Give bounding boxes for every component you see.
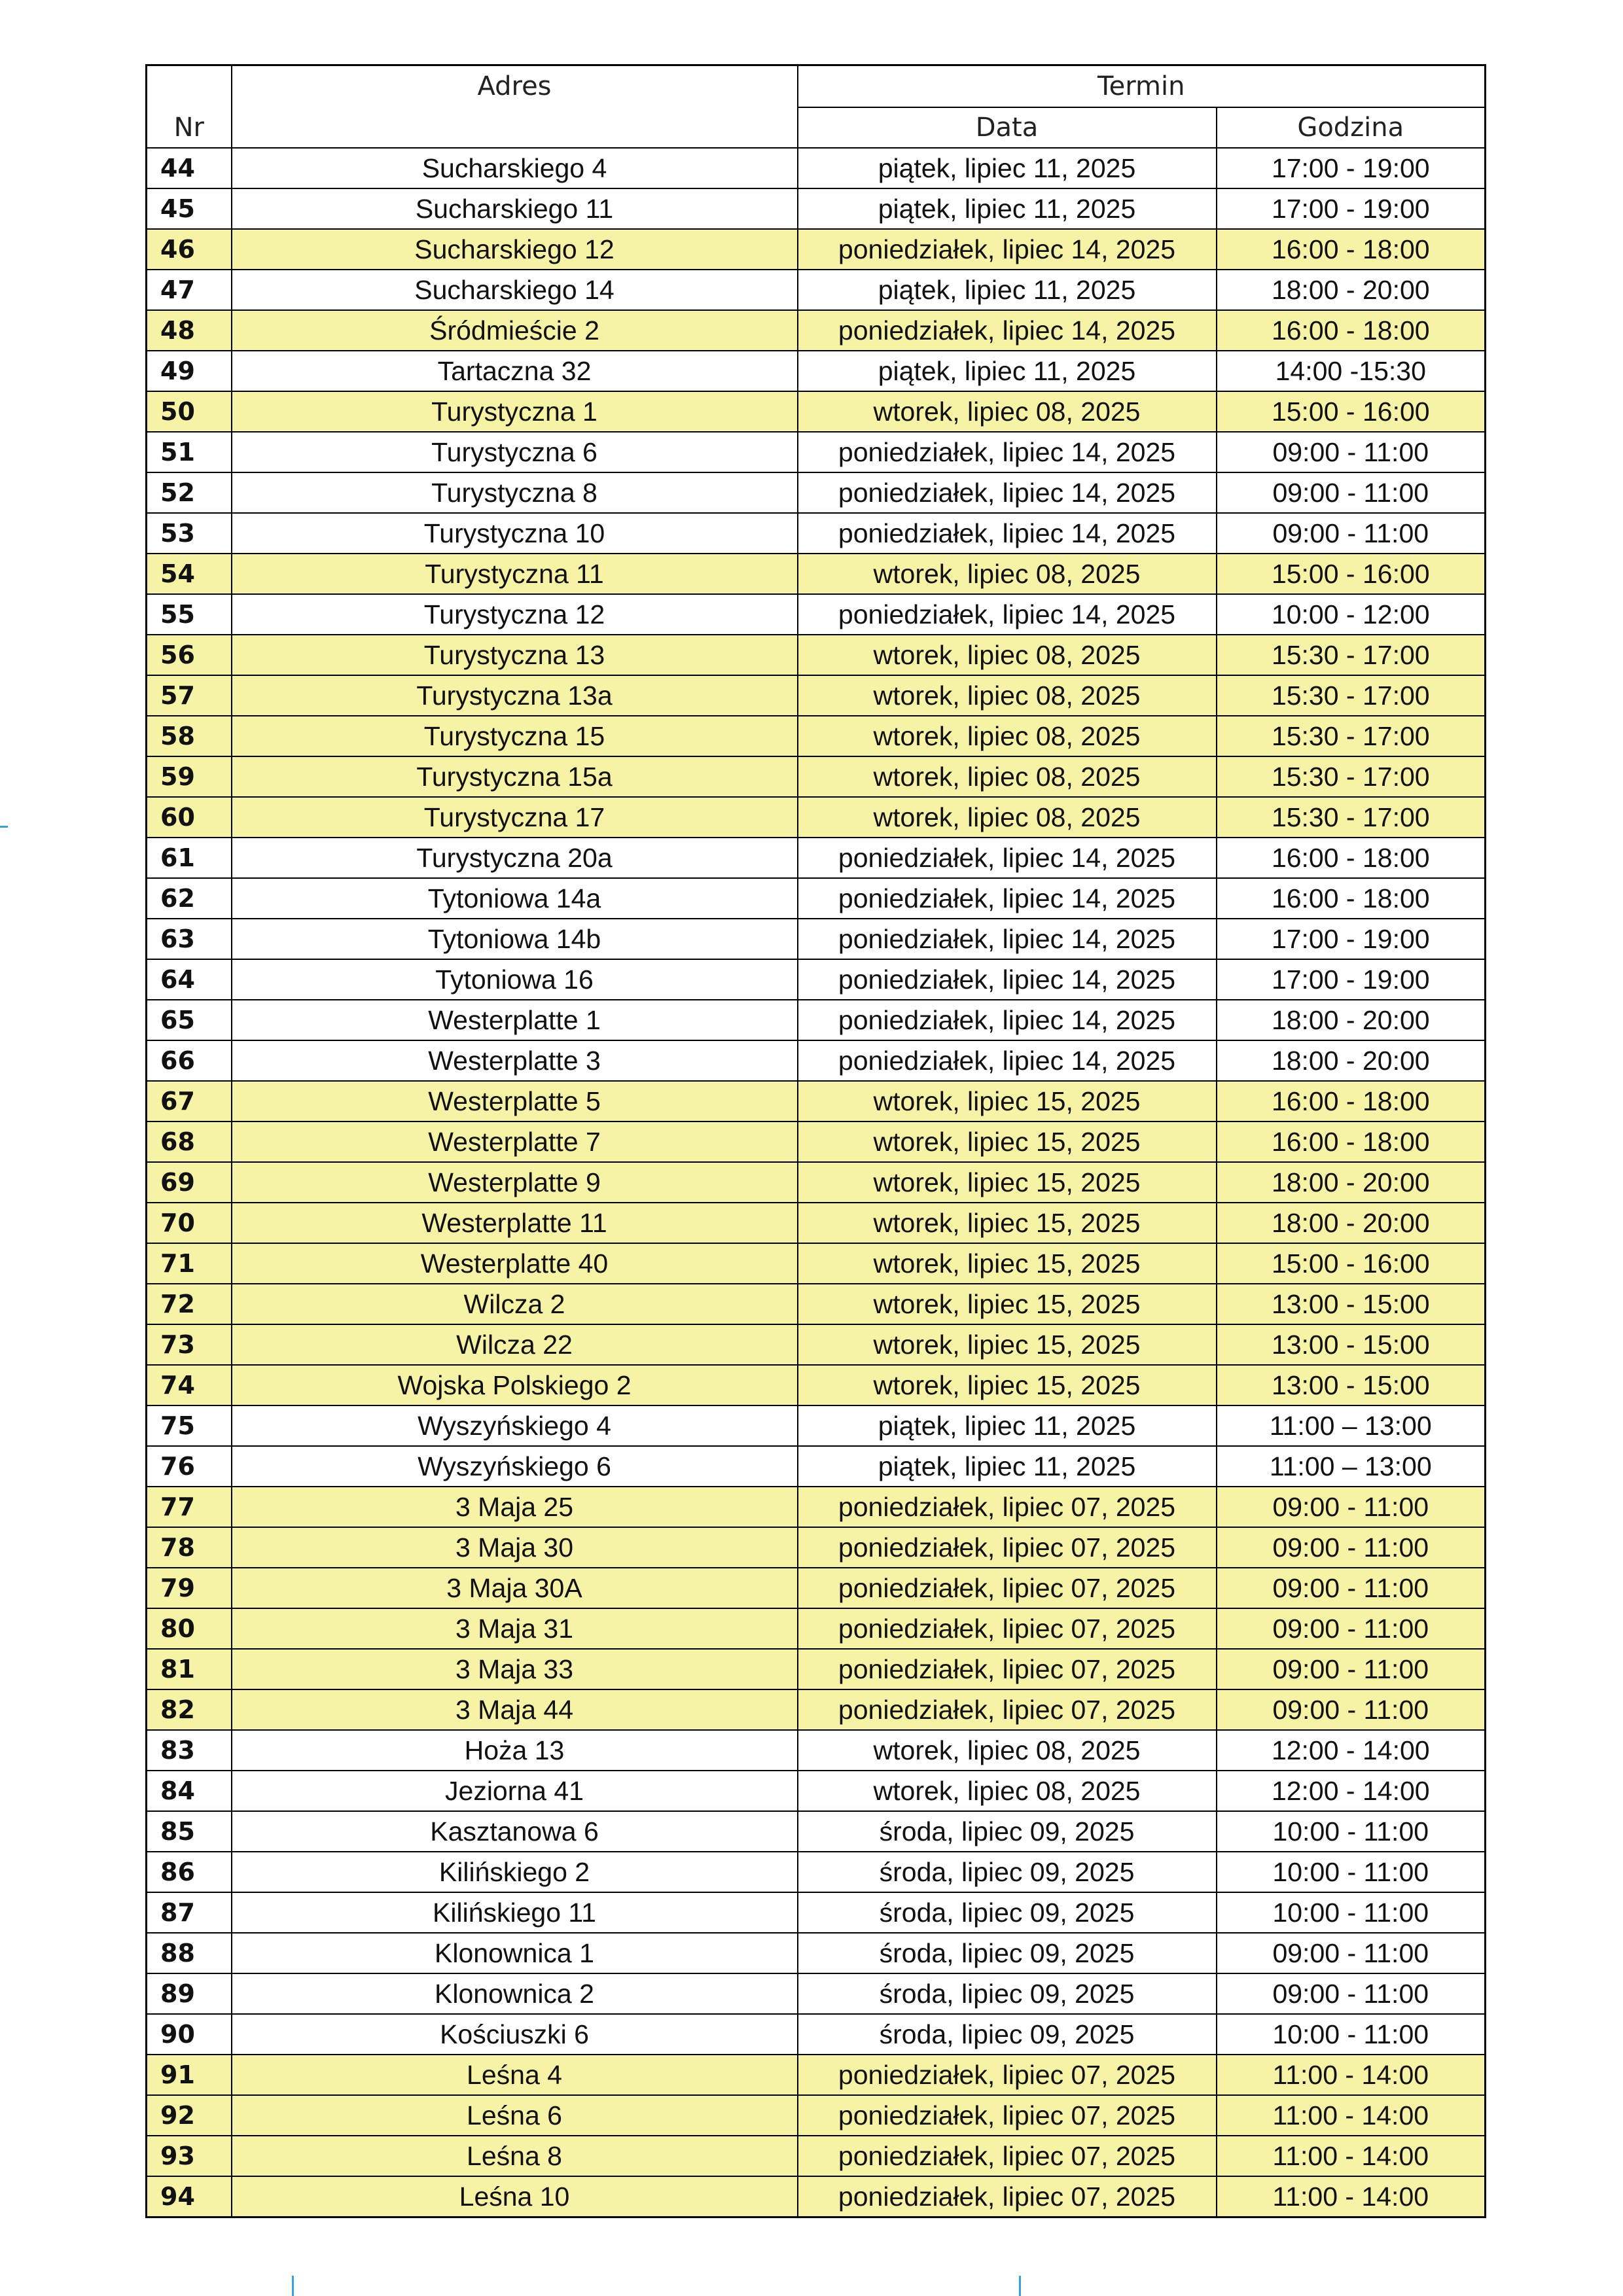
row-time: 12:00 - 14:00	[1217, 1730, 1486, 1771]
table-row	[147, 1973, 1486, 2014]
row-date: wtorek, lipiec 15, 2025	[798, 1324, 1217, 1365]
row-time: 15:00 - 16:00	[1217, 554, 1486, 594]
row-date: poniedziałek, lipiec 14, 2025	[798, 919, 1217, 959]
row-date: wtorek, lipiec 15, 2025	[798, 1162, 1217, 1203]
row-date: wtorek, lipiec 15, 2025	[798, 1284, 1217, 1324]
row-date: poniedziałek, lipiec 14, 2025	[798, 878, 1217, 919]
row-number: 79	[147, 1568, 232, 1608]
table-row	[147, 391, 1486, 432]
row-date: poniedziałek, lipiec 07, 2025	[798, 2055, 1217, 2095]
row-date: wtorek, lipiec 15, 2025	[798, 1243, 1217, 1284]
row-address: Westerplatte 5	[232, 1081, 798, 1122]
row-number: 74	[147, 1365, 232, 1405]
table-row	[147, 919, 1486, 959]
row-time: 16:00 - 18:00	[1217, 878, 1486, 919]
table-row	[147, 1487, 1486, 1527]
row-number: 53	[147, 513, 232, 554]
row-date: środa, lipiec 09, 2025	[798, 1811, 1217, 1852]
schedule-table	[145, 64, 1486, 2218]
table-row	[147, 1568, 1486, 1608]
row-number: 90	[147, 2014, 232, 2055]
row-number: 76	[147, 1446, 232, 1487]
table-row	[147, 270, 1486, 310]
row-date: środa, lipiec 09, 2025	[798, 1973, 1217, 2014]
table-row	[147, 554, 1486, 594]
table-row	[147, 1811, 1486, 1852]
row-address: Westerplatte 1	[232, 1000, 798, 1040]
row-number: 60	[147, 797, 232, 838]
table-row	[147, 1892, 1486, 1933]
row-time: 09:00 - 11:00	[1217, 1608, 1486, 1649]
table-row	[147, 513, 1486, 554]
row-date: poniedziałek, lipiec 07, 2025	[798, 1608, 1217, 1649]
row-time: 15:30 - 17:00	[1217, 797, 1486, 838]
row-date: piątek, lipiec 11, 2025	[798, 188, 1217, 229]
row-time: 17:00 - 19:00	[1217, 188, 1486, 229]
row-number: 63	[147, 919, 232, 959]
row-date: poniedziałek, lipiec 07, 2025	[798, 2176, 1217, 2217]
header-nr: Nr	[147, 65, 232, 149]
row-time: 09:00 - 11:00	[1217, 1689, 1486, 1730]
row-number: 44	[147, 148, 232, 188]
row-number: 65	[147, 1000, 232, 1040]
row-address: Kilińskiego 2	[232, 1852, 798, 1892]
row-date: środa, lipiec 09, 2025	[798, 1933, 1217, 1973]
row-address: Tytoniowa 14a	[232, 878, 798, 919]
row-date: wtorek, lipiec 08, 2025	[798, 391, 1217, 432]
row-date: poniedziałek, lipiec 14, 2025	[798, 1000, 1217, 1040]
scan-mark-bottom-right	[1019, 2276, 1021, 2296]
row-time: 09:00 - 11:00	[1217, 472, 1486, 513]
row-time: 10:00 - 11:00	[1217, 1811, 1486, 1852]
row-time: 13:00 - 15:00	[1217, 1324, 1486, 1365]
row-time: 13:00 - 15:00	[1217, 1284, 1486, 1324]
row-date: piątek, lipiec 11, 2025	[798, 1446, 1217, 1487]
row-number: 72	[147, 1284, 232, 1324]
row-number: 91	[147, 2055, 232, 2095]
row-address: Turystyczna 12	[232, 594, 798, 635]
row-number: 78	[147, 1527, 232, 1568]
row-address: 3 Maja 25	[232, 1487, 798, 1527]
row-address: Tytoniowa 16	[232, 959, 798, 1000]
table-row	[147, 2095, 1486, 2136]
table-row	[147, 1000, 1486, 1040]
row-address: Turystyczna 20a	[232, 838, 798, 878]
table-row	[147, 1730, 1486, 1771]
row-date: poniedziałek, lipiec 14, 2025	[798, 838, 1217, 878]
row-number: 47	[147, 270, 232, 310]
table-row	[147, 594, 1486, 635]
row-number: 92	[147, 2095, 232, 2136]
row-address: Kasztanowa 6	[232, 1811, 798, 1852]
row-date: poniedziałek, lipiec 07, 2025	[798, 2095, 1217, 2136]
table-row	[147, 2055, 1486, 2095]
row-date: poniedziałek, lipiec 14, 2025	[798, 310, 1217, 351]
row-date: wtorek, lipiec 08, 2025	[798, 716, 1217, 756]
row-number: 59	[147, 756, 232, 797]
row-number: 73	[147, 1324, 232, 1365]
row-time: 17:00 - 19:00	[1217, 148, 1486, 188]
row-date: piątek, lipiec 11, 2025	[798, 351, 1217, 391]
row-number: 45	[147, 188, 232, 229]
row-date: poniedziałek, lipiec 07, 2025	[798, 1649, 1217, 1689]
row-time: 16:00 - 18:00	[1217, 1081, 1486, 1122]
table-row	[147, 1324, 1486, 1365]
row-number: 62	[147, 878, 232, 919]
row-date: poniedziałek, lipiec 14, 2025	[798, 229, 1217, 270]
table-row	[147, 2014, 1486, 2055]
row-time: 18:00 - 20:00	[1217, 1040, 1486, 1081]
row-address: 3 Maja 30A	[232, 1568, 798, 1608]
row-date: poniedziałek, lipiec 07, 2025	[798, 2136, 1217, 2176]
row-number: 86	[147, 1852, 232, 1892]
row-address: Jeziorna 41	[232, 1771, 798, 1811]
row-time: 13:00 - 15:00	[1217, 1365, 1486, 1405]
row-address: Turystyczna 17	[232, 797, 798, 838]
row-address: Turystyczna 8	[232, 472, 798, 513]
row-address: Leśna 10	[232, 2176, 798, 2217]
row-time: 16:00 - 18:00	[1217, 229, 1486, 270]
row-address: Leśna 4	[232, 2055, 798, 2095]
row-address: 3 Maja 31	[232, 1608, 798, 1649]
row-number: 70	[147, 1203, 232, 1243]
row-number: 64	[147, 959, 232, 1000]
row-time: 10:00 - 12:00	[1217, 594, 1486, 635]
row-date: poniedziałek, lipiec 07, 2025	[798, 1527, 1217, 1568]
row-number: 84	[147, 1771, 232, 1811]
row-address: 3 Maja 30	[232, 1527, 798, 1568]
row-address: Westerplatte 7	[232, 1122, 798, 1162]
row-number: 87	[147, 1892, 232, 1933]
row-number: 55	[147, 594, 232, 635]
table-body	[147, 148, 1486, 2217]
row-number: 93	[147, 2136, 232, 2176]
row-time: 09:00 - 11:00	[1217, 1527, 1486, 1568]
header-date: Data	[798, 107, 1217, 148]
row-date: poniedziałek, lipiec 14, 2025	[798, 432, 1217, 472]
scan-mark-left	[0, 826, 8, 828]
row-number: 67	[147, 1081, 232, 1122]
table-row	[147, 148, 1486, 188]
row-time: 15:30 - 17:00	[1217, 716, 1486, 756]
table-row	[147, 1040, 1486, 1081]
row-number: 80	[147, 1608, 232, 1649]
row-number: 57	[147, 675, 232, 716]
row-address: Wilcza 22	[232, 1324, 798, 1365]
row-time: 15:00 - 16:00	[1217, 391, 1486, 432]
row-time: 18:00 - 20:00	[1217, 270, 1486, 310]
row-date: wtorek, lipiec 08, 2025	[798, 1771, 1217, 1811]
row-date: wtorek, lipiec 15, 2025	[798, 1365, 1217, 1405]
row-number: 82	[147, 1689, 232, 1730]
row-date: poniedziałek, lipiec 14, 2025	[798, 1040, 1217, 1081]
row-date: wtorek, lipiec 08, 2025	[798, 797, 1217, 838]
table-row	[147, 1689, 1486, 1730]
row-time: 15:30 - 17:00	[1217, 635, 1486, 675]
row-number: 48	[147, 310, 232, 351]
row-number: 51	[147, 432, 232, 472]
row-address: Westerplatte 40	[232, 1243, 798, 1284]
row-time: 09:00 - 11:00	[1217, 513, 1486, 554]
row-address: Wyszyńskiego 4	[232, 1405, 798, 1446]
row-address: 3 Maja 33	[232, 1649, 798, 1689]
table-row	[147, 838, 1486, 878]
row-time: 18:00 - 20:00	[1217, 1162, 1486, 1203]
row-date: wtorek, lipiec 08, 2025	[798, 756, 1217, 797]
row-address: Leśna 6	[232, 2095, 798, 2136]
table-row	[147, 1081, 1486, 1122]
row-date: poniedziałek, lipiec 07, 2025	[798, 1689, 1217, 1730]
row-address: Leśna 8	[232, 2136, 798, 2176]
row-time: 09:00 - 11:00	[1217, 432, 1486, 472]
row-date: środa, lipiec 09, 2025	[798, 2014, 1217, 2055]
row-time: 10:00 - 11:00	[1217, 1892, 1486, 1933]
row-time: 16:00 - 18:00	[1217, 1122, 1486, 1162]
table-row	[147, 1527, 1486, 1568]
row-number: 68	[147, 1122, 232, 1162]
row-address: Tartaczna 32	[232, 351, 798, 391]
table-header	[147, 65, 1486, 149]
row-number: 77	[147, 1487, 232, 1527]
table-row	[147, 1203, 1486, 1243]
row-date: poniedziałek, lipiec 07, 2025	[798, 1568, 1217, 1608]
row-number: 88	[147, 1933, 232, 1973]
row-time: 16:00 - 18:00	[1217, 838, 1486, 878]
row-address: Westerplatte 9	[232, 1162, 798, 1203]
row-number: 54	[147, 554, 232, 594]
row-time: 10:00 - 11:00	[1217, 2014, 1486, 2055]
row-address: Tytoniowa 14b	[232, 919, 798, 959]
row-date: wtorek, lipiec 15, 2025	[798, 1122, 1217, 1162]
row-number: 81	[147, 1649, 232, 1689]
row-time: 14:00 -15:30	[1217, 351, 1486, 391]
row-time: 09:00 - 11:00	[1217, 1649, 1486, 1689]
row-number: 83	[147, 1730, 232, 1771]
table-row	[147, 1852, 1486, 1892]
row-address: 3 Maja 44	[232, 1689, 798, 1730]
row-number: 66	[147, 1040, 232, 1081]
table-row	[147, 1284, 1486, 1324]
row-time: 09:00 - 11:00	[1217, 1487, 1486, 1527]
row-time: 15:30 - 17:00	[1217, 675, 1486, 716]
table-row	[147, 797, 1486, 838]
table-row	[147, 675, 1486, 716]
header-term: Termin	[798, 65, 1486, 108]
header-address: Adres	[232, 65, 798, 149]
row-date: wtorek, lipiec 08, 2025	[798, 1730, 1217, 1771]
row-date: piątek, lipiec 11, 2025	[798, 148, 1217, 188]
row-address: Turystyczna 13	[232, 635, 798, 675]
row-date: poniedziałek, lipiec 14, 2025	[798, 959, 1217, 1000]
row-time: 15:00 - 16:00	[1217, 1243, 1486, 1284]
table-row	[147, 1365, 1486, 1405]
row-time: 16:00 - 18:00	[1217, 310, 1486, 351]
row-number: 52	[147, 472, 232, 513]
row-address: Wyszyńskiego 6	[232, 1446, 798, 1487]
row-number: 85	[147, 1811, 232, 1852]
row-number: 61	[147, 838, 232, 878]
table-row	[147, 1649, 1486, 1689]
row-time: 11:00 – 13:00	[1217, 1446, 1486, 1487]
table-row	[147, 1608, 1486, 1649]
row-time: 09:00 - 11:00	[1217, 1568, 1486, 1608]
row-address: Kilińskiego 11	[232, 1892, 798, 1933]
row-date: środa, lipiec 09, 2025	[798, 1852, 1217, 1892]
row-address: Sucharskiego 14	[232, 270, 798, 310]
row-date: poniedziałek, lipiec 14, 2025	[798, 472, 1217, 513]
row-address: Klonownica 2	[232, 1973, 798, 2014]
row-address: Turystyczna 1	[232, 391, 798, 432]
scan-mark-bottom-left	[292, 2276, 294, 2296]
row-time: 17:00 - 19:00	[1217, 919, 1486, 959]
row-number: 69	[147, 1162, 232, 1203]
table-row	[147, 635, 1486, 675]
row-number: 89	[147, 1973, 232, 2014]
row-date: piątek, lipiec 11, 2025	[798, 1405, 1217, 1446]
table-row	[147, 432, 1486, 472]
row-date: wtorek, lipiec 08, 2025	[798, 675, 1217, 716]
row-number: 58	[147, 716, 232, 756]
row-date: wtorek, lipiec 08, 2025	[798, 554, 1217, 594]
table-row	[147, 1933, 1486, 1973]
table-row	[147, 351, 1486, 391]
row-address: Turystyczna 15a	[232, 756, 798, 797]
row-address: Sucharskiego 12	[232, 229, 798, 270]
row-date: wtorek, lipiec 08, 2025	[798, 635, 1217, 675]
table-row	[147, 716, 1486, 756]
row-date: wtorek, lipiec 15, 2025	[798, 1081, 1217, 1122]
table-row	[147, 756, 1486, 797]
row-address: Turystyczna 11	[232, 554, 798, 594]
row-time: 09:00 - 11:00	[1217, 1973, 1486, 2014]
row-address: Turystyczna 13a	[232, 675, 798, 716]
row-time: 09:00 - 11:00	[1217, 1933, 1486, 1973]
row-time: 11:00 - 14:00	[1217, 2136, 1486, 2176]
row-address: Wojska Polskiego 2	[232, 1365, 798, 1405]
row-number: 56	[147, 635, 232, 675]
row-time: 11:00 - 14:00	[1217, 2055, 1486, 2095]
table-row	[147, 188, 1486, 229]
row-time: 11:00 - 14:00	[1217, 2176, 1486, 2217]
row-date: środa, lipiec 09, 2025	[798, 1892, 1217, 1933]
row-address: Wilcza 2	[232, 1284, 798, 1324]
row-date: piątek, lipiec 11, 2025	[798, 270, 1217, 310]
table-row	[147, 2176, 1486, 2217]
table-row	[147, 1162, 1486, 1203]
row-address: Turystyczna 15	[232, 716, 798, 756]
header-time: Godzina	[1217, 107, 1486, 148]
table-row	[147, 959, 1486, 1000]
table-row	[147, 1243, 1486, 1284]
row-number: 50	[147, 391, 232, 432]
table-row	[147, 229, 1486, 270]
table-row	[147, 1771, 1486, 1811]
table-row	[147, 1122, 1486, 1162]
table-row	[147, 1405, 1486, 1446]
row-number: 46	[147, 229, 232, 270]
row-time: 17:00 - 19:00	[1217, 959, 1486, 1000]
row-time: 11:00 - 14:00	[1217, 2095, 1486, 2136]
table-row	[147, 310, 1486, 351]
table-row	[147, 472, 1486, 513]
row-time: 18:00 - 20:00	[1217, 1203, 1486, 1243]
row-date: poniedziałek, lipiec 14, 2025	[798, 513, 1217, 554]
row-number: 94	[147, 2176, 232, 2217]
row-date: wtorek, lipiec 15, 2025	[798, 1203, 1217, 1243]
row-date: poniedziałek, lipiec 07, 2025	[798, 1487, 1217, 1527]
row-address: Śródmieście 2	[232, 310, 798, 351]
row-address: Kościuszki 6	[232, 2014, 798, 2055]
row-address: Sucharskiego 4	[232, 148, 798, 188]
row-time: 18:00 - 20:00	[1217, 1000, 1486, 1040]
row-time: 10:00 - 11:00	[1217, 1852, 1486, 1892]
row-time: 15:30 - 17:00	[1217, 756, 1486, 797]
table-row	[147, 2136, 1486, 2176]
row-address: Klonownica 1	[232, 1933, 798, 1973]
row-address: Westerplatte 11	[232, 1203, 798, 1243]
row-time: 12:00 - 14:00	[1217, 1771, 1486, 1811]
row-number: 75	[147, 1405, 232, 1446]
row-time: 11:00 – 13:00	[1217, 1405, 1486, 1446]
row-date: poniedziałek, lipiec 14, 2025	[798, 594, 1217, 635]
row-address: Turystyczna 6	[232, 432, 798, 472]
table-row	[147, 1446, 1486, 1487]
row-address: Westerplatte 3	[232, 1040, 798, 1081]
row-address: Sucharskiego 11	[232, 188, 798, 229]
table-row	[147, 878, 1486, 919]
row-address: Turystyczna 10	[232, 513, 798, 554]
row-number: 49	[147, 351, 232, 391]
row-number: 71	[147, 1243, 232, 1284]
row-address: Hoża 13	[232, 1730, 798, 1771]
